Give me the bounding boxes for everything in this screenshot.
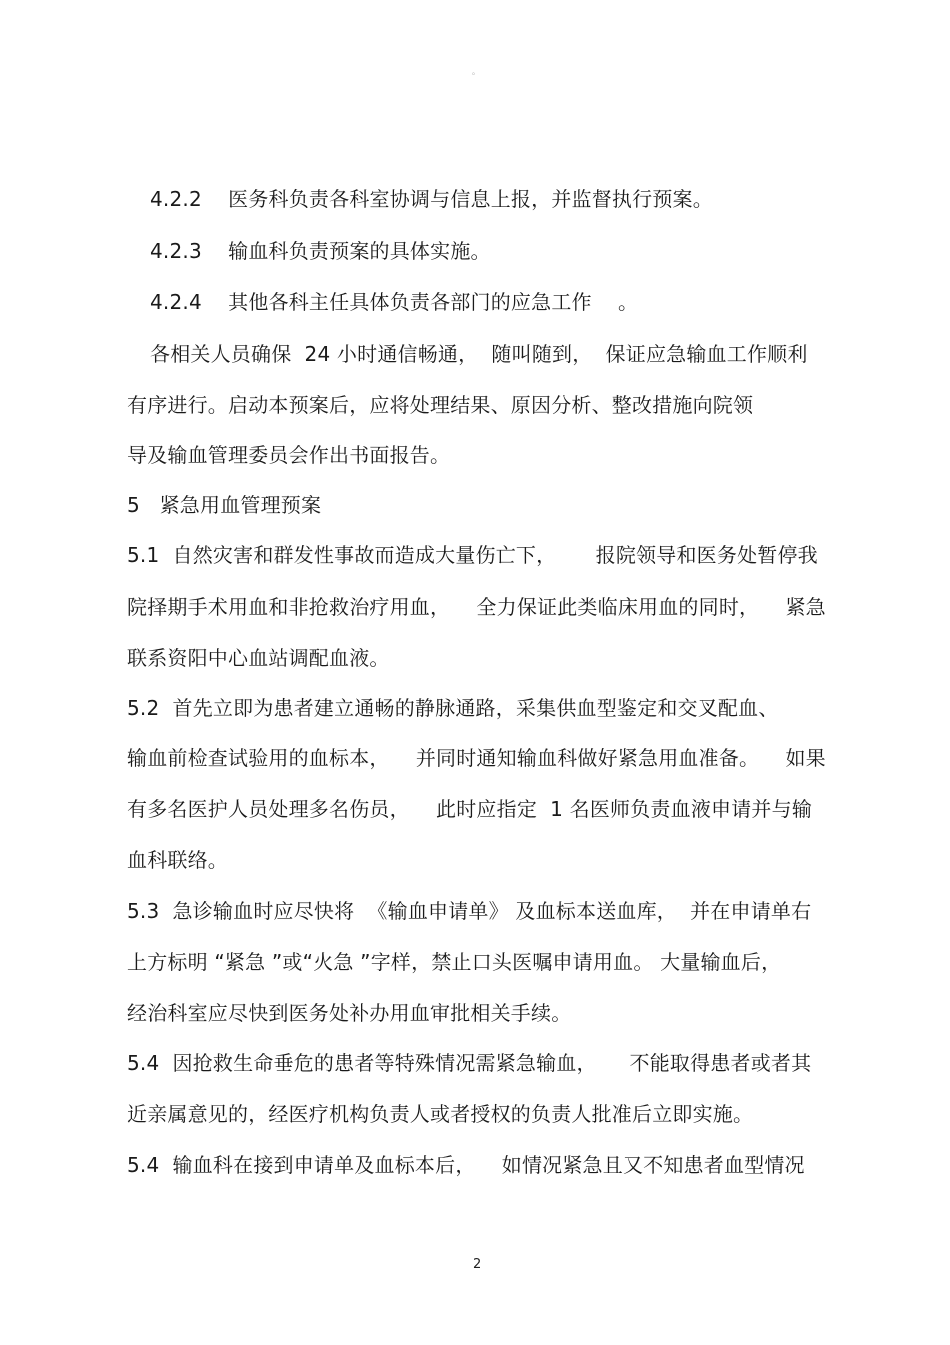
text-line: 4.2.3 输血科负责预案的具体实施。	[150, 239, 491, 263]
text-line: 各相关人员确保 24 小时通信畅通， 随叫随到， 保证应急输血工作顺利	[150, 342, 808, 366]
text-line: 联系资阳中心血站调配血液。	[127, 646, 390, 670]
text-line: 院择期手术用血和非抢救治疗用血， 全力保证此类临床用血的同时， 紧急	[127, 595, 826, 619]
text-line: 输血前检查试验用的血标本， 并同时通知输血科做好紧急用血准备。 如果	[127, 746, 826, 770]
text-line: 经治科室应尽快到医务处补办用血审批相关手续。	[127, 1001, 572, 1025]
text-line: 导及输血管理委员会作出书面报告。	[127, 443, 451, 467]
text-line: 近亲属意见的，经医疗机构负责人或者授权的负责人批准后立即实施。	[127, 1102, 754, 1126]
text-line: 4.2.2 医务科负责各科室协调与信息上报，并监督执行预案。	[150, 187, 713, 211]
text-line: 5.3 急诊输血时应尽快将 《输血申请单》 及血标本送血库， 并在申请单右	[127, 899, 812, 923]
text-line: 4.2.4 其他各科主任具体负责各部门的应急工作 。	[150, 290, 639, 314]
page-number: 2	[473, 1257, 482, 1272]
text-line: 血科联络。	[127, 848, 228, 872]
header-mark: 。	[472, 67, 480, 76]
text-line: 5.4 因抢救生命垂危的患者等特殊情况需紧急输血， 不能取得患者或者其	[127, 1051, 812, 1075]
text-line: 5.1 自然灾害和群发性事故而造成大量伤亡下， 报院领导和医务处暂停我	[127, 543, 818, 567]
section-heading: 5 紧急用血管理预案	[127, 493, 322, 517]
text-line: 有序进行。启动本预案后，应将处理结果、原因分析、整改措施向院领	[127, 393, 754, 417]
text-line: 上方标明 “紧急 ”或“火急 ”字样，禁止口头医嘱申请用血。 大量输血后，	[127, 950, 782, 974]
text-line: 有多名医护人员处理多名伤员， 此时应指定 1 名医师负责血液申请并与输	[127, 797, 813, 821]
text-line: 5.4 输血科在接到申请单及血标本后， 如情况紧急且又不知患者血型情况	[127, 1153, 805, 1177]
text-line: 5.2 首先立即为患者建立通畅的静脉通路，采集供血型鉴定和交叉配血、	[127, 696, 779, 720]
